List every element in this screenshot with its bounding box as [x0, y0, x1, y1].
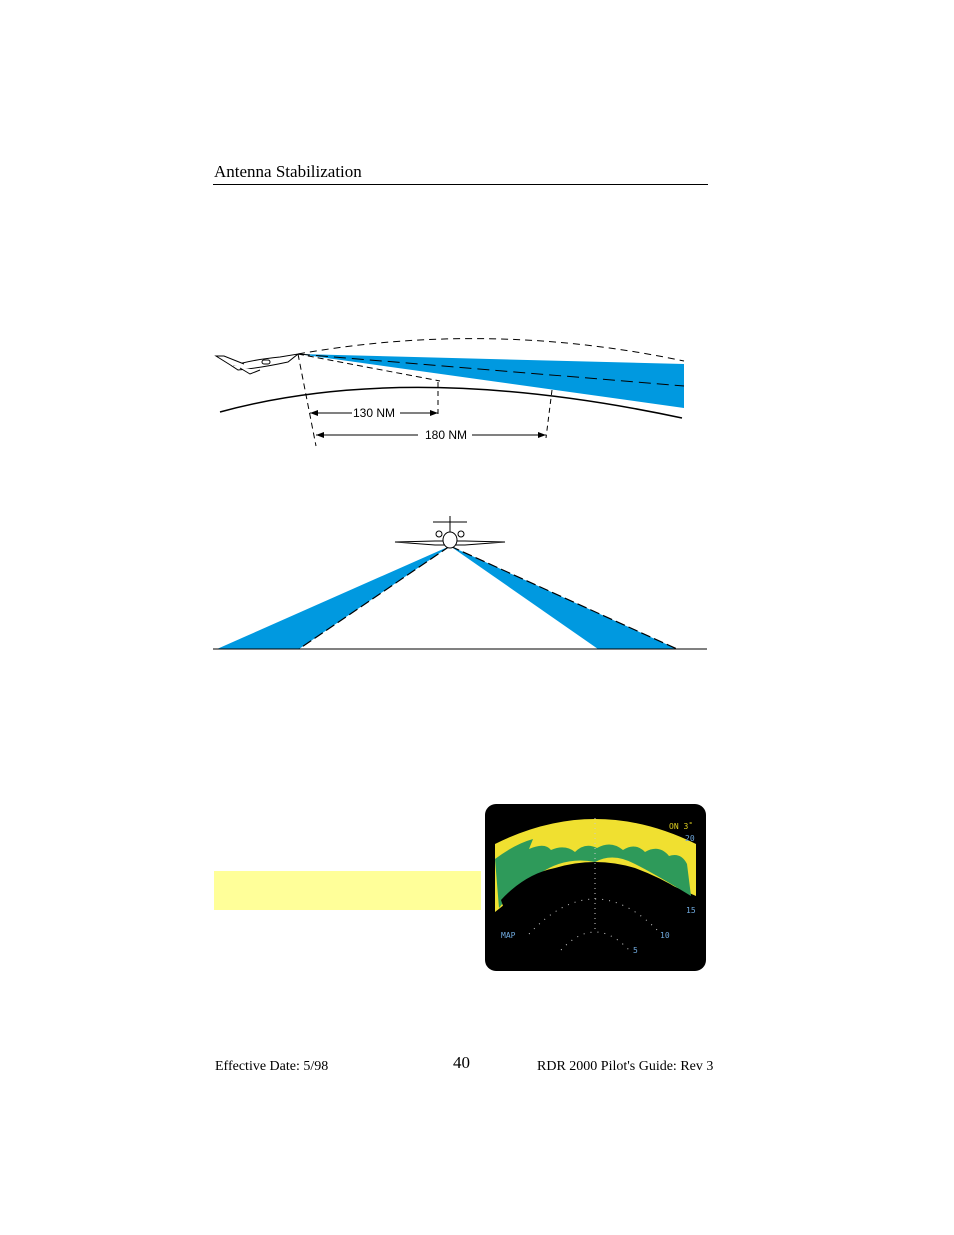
range-label-10: 10 [660, 931, 670, 940]
radar-display [485, 804, 706, 971]
page-number: 40 [453, 1053, 470, 1072]
aircraft-side-icon [216, 354, 298, 374]
section-title: Antenna Stabilization [214, 162, 362, 181]
effective-date: Effective Date: 5/98 [215, 1059, 329, 1074]
range-label-15: 15 [686, 906, 696, 915]
range-label-180: 180 NM [425, 428, 468, 442]
left-beam [217, 546, 450, 649]
highlight-note-box [214, 871, 481, 910]
mode-label: MAP [501, 931, 516, 940]
range-label-130: 130 NM [353, 406, 396, 420]
range-label-5: 5 [633, 946, 638, 955]
aircraft-front-icon [395, 516, 505, 548]
header-rule [213, 184, 708, 185]
range-label-20: 20 [685, 834, 695, 843]
tilt-readout: ON 3˚ [669, 822, 694, 831]
side-view-figure [210, 330, 690, 455]
guide-title: RDR 2000 Pilot's Guide: Rev 3 [537, 1059, 714, 1074]
front-view-figure [213, 512, 707, 652]
